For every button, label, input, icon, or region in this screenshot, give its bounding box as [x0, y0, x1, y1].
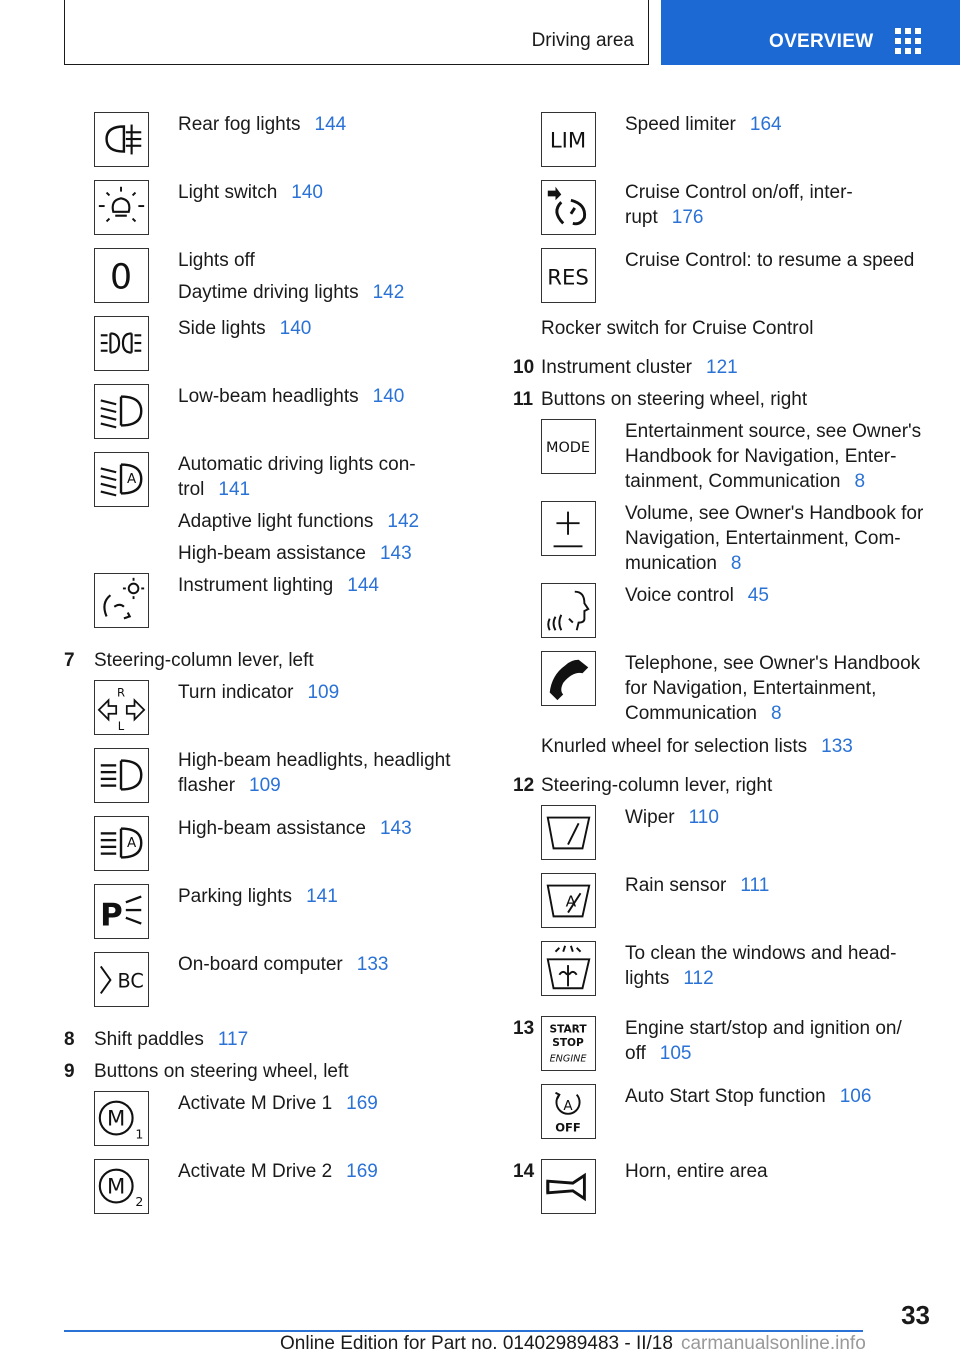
section-11-title: Buttons on steering wheel, right	[541, 389, 808, 410]
m-drive-2-text: Activate M Drive 2 169	[178, 1161, 378, 1182]
section-number: 13	[513, 1018, 535, 1039]
auto-a-glyph: A	[563, 1098, 573, 1115]
speed-limiter-icon	[541, 112, 596, 167]
page-ref-link[interactable]: 109	[307, 682, 340, 703]
volume-text-2: Navigation, Entertainment, Com-	[625, 528, 901, 549]
high-beam-text-2: flasher 109	[178, 775, 281, 796]
lights-off-glyph: 0	[109, 257, 133, 298]
drl-text: Daytime driving lights 142	[178, 282, 405, 303]
section-12-title: Steering-column lever, right	[541, 775, 773, 796]
page-ref-link[interactable]: 121	[706, 357, 738, 378]
m2-glyph: M	[107, 1173, 126, 1199]
light-switch-text: Light switch 140	[178, 182, 323, 203]
page-ref-link[interactable]: 169	[346, 1161, 378, 1182]
hba-text-2: High-beam assistance 143	[178, 818, 412, 839]
page-ref-link[interactable]: 133	[356, 954, 389, 975]
wiper-icon	[541, 805, 596, 860]
page-ref-link[interactable]: 111	[740, 875, 770, 896]
page-ref-link[interactable]: 144	[347, 575, 379, 596]
chapter-title: OVERVIEW	[769, 31, 874, 52]
section-number: 14	[513, 1161, 535, 1182]
section-number: 12	[513, 775, 535, 796]
horn-text: Horn, entire area	[625, 1161, 768, 1182]
voice-control-text: Voice control 45	[625, 585, 769, 606]
mode-icon	[541, 419, 596, 474]
page-ref-link[interactable]: 143	[379, 543, 412, 564]
page-ref-link[interactable]: 140	[279, 318, 312, 339]
section-9-title: Buttons on steering wheel, left	[94, 1061, 349, 1082]
telephone-text-2: for Navigation, Entertainment,	[625, 678, 877, 699]
auto-letter-glyph: A	[127, 470, 137, 487]
rain-sensor-icon	[541, 873, 596, 928]
rear-fog-text: Rear fog lights 144	[178, 114, 347, 135]
rain-letter-glyph: A	[565, 892, 577, 911]
volume-text-3: munication 8	[625, 553, 742, 574]
mode-text-1: Entertainment source, see Owner's	[625, 421, 922, 442]
section-number: 11	[513, 389, 534, 410]
low-beam-text: Low-beam headlights 140	[178, 386, 405, 407]
section-number: 10	[513, 357, 535, 378]
page-ref-link[interactable]: 45	[747, 585, 769, 606]
cruise-control-icon	[541, 180, 596, 235]
m1-sub-glyph: 1	[135, 1126, 144, 1142]
section-number: 9	[64, 1061, 75, 1082]
page-ref-link[interactable]: 8	[854, 471, 866, 492]
hba-text-1: High-beam assistance 143	[178, 543, 412, 564]
page-ref-link[interactable]: 8	[730, 553, 742, 574]
section-8-title: Shift paddles 117	[94, 1029, 249, 1050]
telephone-icon	[541, 651, 596, 706]
page-ref-link[interactable]: 141	[218, 479, 251, 500]
adaptive-text: Adaptive light functions 142	[178, 511, 420, 532]
footer-site[interactable]: carmanualsonline.info	[680, 1333, 866, 1354]
cruise-control-text-1: Cruise Control on/off, inter-	[625, 182, 853, 203]
page-ref-link[interactable]: 141	[306, 886, 338, 907]
onboard-computer-text: On-board computer 133	[178, 954, 389, 975]
mode-text-3: tainment, Communication 8	[625, 471, 866, 492]
start-glyph: START	[549, 1023, 587, 1036]
cruise-control-text-2: rupt 176	[625, 207, 704, 228]
lights-off-text: Lights off	[178, 250, 255, 271]
page-ref-link[interactable]: 133	[821, 736, 853, 757]
engine-glyph: ENGINE	[549, 1053, 587, 1065]
page-ref-link[interactable]: 143	[379, 818, 412, 839]
turn-r-glyph: R	[117, 685, 126, 700]
wiper-text: Wiper 110	[625, 807, 719, 828]
page-ref-link[interactable]: 117	[217, 1029, 249, 1050]
stop-glyph: STOP	[552, 1036, 584, 1049]
resume-speed-icon	[541, 248, 596, 303]
m2-sub-glyph: 2	[135, 1194, 144, 1210]
page-ref-link[interactable]: 106	[839, 1086, 872, 1107]
side-lights-text: Side lights 140	[178, 318, 312, 339]
resume-speed-text: Cruise Control: to resume a speed	[625, 250, 915, 271]
parking-lights-text: Parking lights 141	[178, 886, 338, 907]
washer-icon	[541, 941, 596, 996]
page-ref-link[interactable]: 169	[346, 1093, 378, 1114]
telephone-text-1: Telephone, see Owner's Handbook	[625, 653, 921, 674]
high-beam-text-1: High-beam headlights, headlight	[178, 750, 451, 771]
washer-text-1: To clean the windows and head-	[625, 943, 897, 964]
turn-indicator-text: Turn indicator 109	[178, 682, 340, 703]
voice-control-icon	[541, 583, 596, 638]
res-glyph: RES	[547, 264, 589, 290]
turn-l-glyph: L	[117, 719, 125, 734]
start-stop-text-1: Engine start/stop and ignition on/	[625, 1018, 902, 1039]
auto-off-glyph: OFF	[555, 1120, 581, 1135]
m-drive-1-text: Activate M Drive 1 169	[178, 1093, 378, 1114]
page-ref-link[interactable]: 142	[387, 511, 420, 532]
page-ref-link[interactable]: 105	[659, 1043, 692, 1064]
page-ref-link[interactable]: 110	[688, 807, 719, 828]
mode-text-2: Handbook for Navigation, Enter-	[625, 446, 897, 467]
speed-limiter-text: Speed limiter 164	[625, 114, 782, 135]
volume-text-1: Volume, see Owner's Handbook for	[625, 503, 924, 524]
auto-start-stop-text: Auto Start Stop function 106	[625, 1086, 872, 1107]
page-ref-link[interactable]: 142	[372, 282, 405, 303]
lim-glyph: LIM	[549, 127, 587, 153]
hba-letter-glyph: A	[127, 834, 137, 851]
horn-icon	[541, 1159, 596, 1214]
page-ref-link[interactable]: 140	[372, 386, 405, 407]
section-10-title: Instrument cluster 121	[541, 357, 738, 378]
start-stop-text-2: off 105	[625, 1043, 692, 1064]
section-number: 8	[64, 1029, 75, 1050]
page-ref-link[interactable]: 112	[683, 968, 714, 989]
telephone-text-3: Communication 8	[625, 703, 782, 724]
auto-start-stop-icon	[541, 1084, 596, 1139]
auto-lights-text-1: Automatic driving lights con-	[178, 454, 416, 475]
svg-text:P: P	[100, 897, 123, 934]
auto-lights-text-2: trol 141	[178, 479, 251, 500]
washer-text-2: lights 112	[625, 968, 714, 989]
bc-glyph: BC	[117, 969, 144, 993]
page-ref-link[interactable]: 164	[749, 114, 782, 135]
section-title: Driving area	[531, 30, 634, 51]
page-number: 33	[901, 1300, 930, 1330]
volume-icon	[541, 501, 596, 556]
section-7-title: Steering-column lever, left	[94, 650, 314, 671]
section-number: 7	[64, 650, 75, 671]
start-stop-icon	[541, 1016, 596, 1071]
knurled-wheel-text: Knurled wheel for selection lists 133	[541, 736, 853, 757]
page-ref-link[interactable]: 109	[249, 775, 281, 796]
mode-glyph: MODE	[545, 439, 591, 456]
page-ref-link[interactable]: 8	[771, 703, 782, 724]
rocker-switch-text: Rocker switch for Cruise Control	[541, 318, 814, 339]
m1-glyph: M	[107, 1105, 126, 1131]
instrument-lighting-text: Instrument lighting 144	[178, 575, 379, 596]
page-ref-link[interactable]: 144	[314, 114, 347, 135]
rain-sensor-text: Rain sensor 111	[625, 875, 770, 896]
footer-divider	[64, 1330, 863, 1332]
page-ref-link[interactable]: 176	[671, 207, 704, 228]
footer-edition: Online Edition for Part no. 01402989483 - II/18 carmanualsonline.info	[280, 1333, 866, 1354]
page-ref-link[interactable]: 140	[291, 182, 323, 203]
